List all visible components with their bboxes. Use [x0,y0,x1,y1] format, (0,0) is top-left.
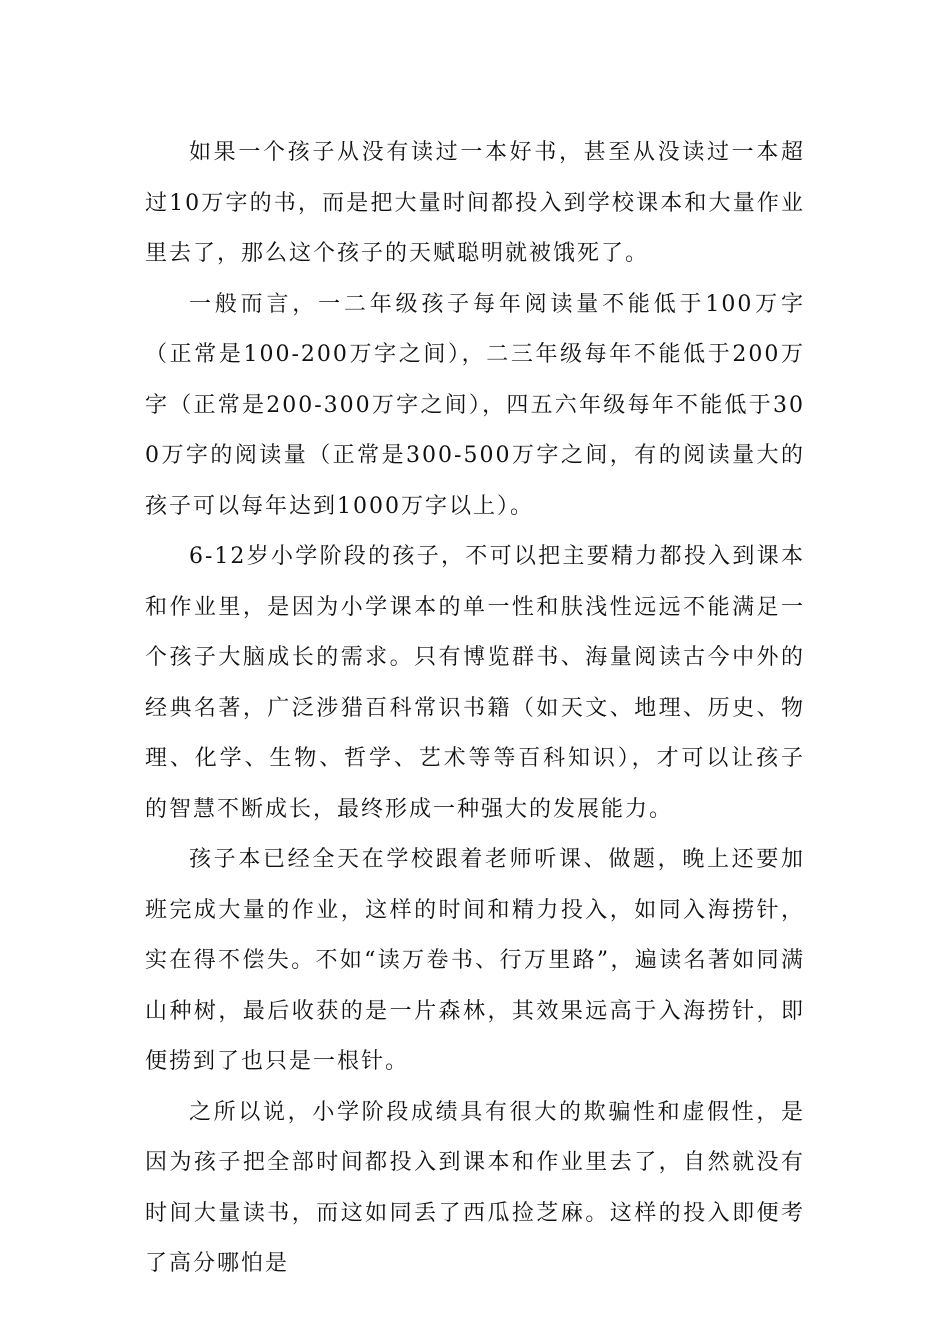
paragraph-4: 孩子本已经全天在学校跟着老师听课、做题，晚上还要加班完成大量的作业，这样的时间和精力投入，如同入海捞针，实在得不偿失。不如“读万卷书、行万里路”，遍读名著如同满山种树，最后收获的是一片森林，其效果远高于入海捞针，即便捞到了也只是一根针。 [145,847,805,1074]
paragraph-3: 6-12岁小学阶段的孩子，不可以把主要精力都投入到课本和作业里，是因为小学课本的单一性和肤浅性远远不能满足一个孩子大脑成长的需求。只有博览群书、海量阅读古今中外的经典名著，广泛涉猎百科常识书籍（如天文、地理、历史、物理、化学、生物、哲学、艺术等等百科知识），才可以让孩子的智慧不断成长，最终形成一种强大的发展能力。 [145,544,805,822]
paragraph-5: 之所以说，小学阶段成绩具有很大的欺骗性和虚假性，是因为孩子把全部时间都投入到课本和作业里去了，自然就没有时间大量读书，而这如同丢了西瓜捡芝麻。这样的投入即便考了高分哪怕是 [145,1099,805,1276]
paragraph-2: 一般而言，一二年级孩子每年阅读量不能低于100万字（正常是100-200万字之间），二三年级每年不能低于200万字（正常是200-300万字之间），四五六年级每年不能低于300万字的阅读量（正常是300-500万字之间，有的阅读量大的孩子可以每年达到1000万字以上）。 [145,291,805,519]
paragraph-1: 如果一个孩子从没有读过一本好书，甚至从没读过一本超过10万字的书，而是把大量时间都投入到学校课本和大量作业里去了，那么这个孩子的天赋聪明就被饿死了。 [145,140,805,266]
document-body [145,128,805,1290]
